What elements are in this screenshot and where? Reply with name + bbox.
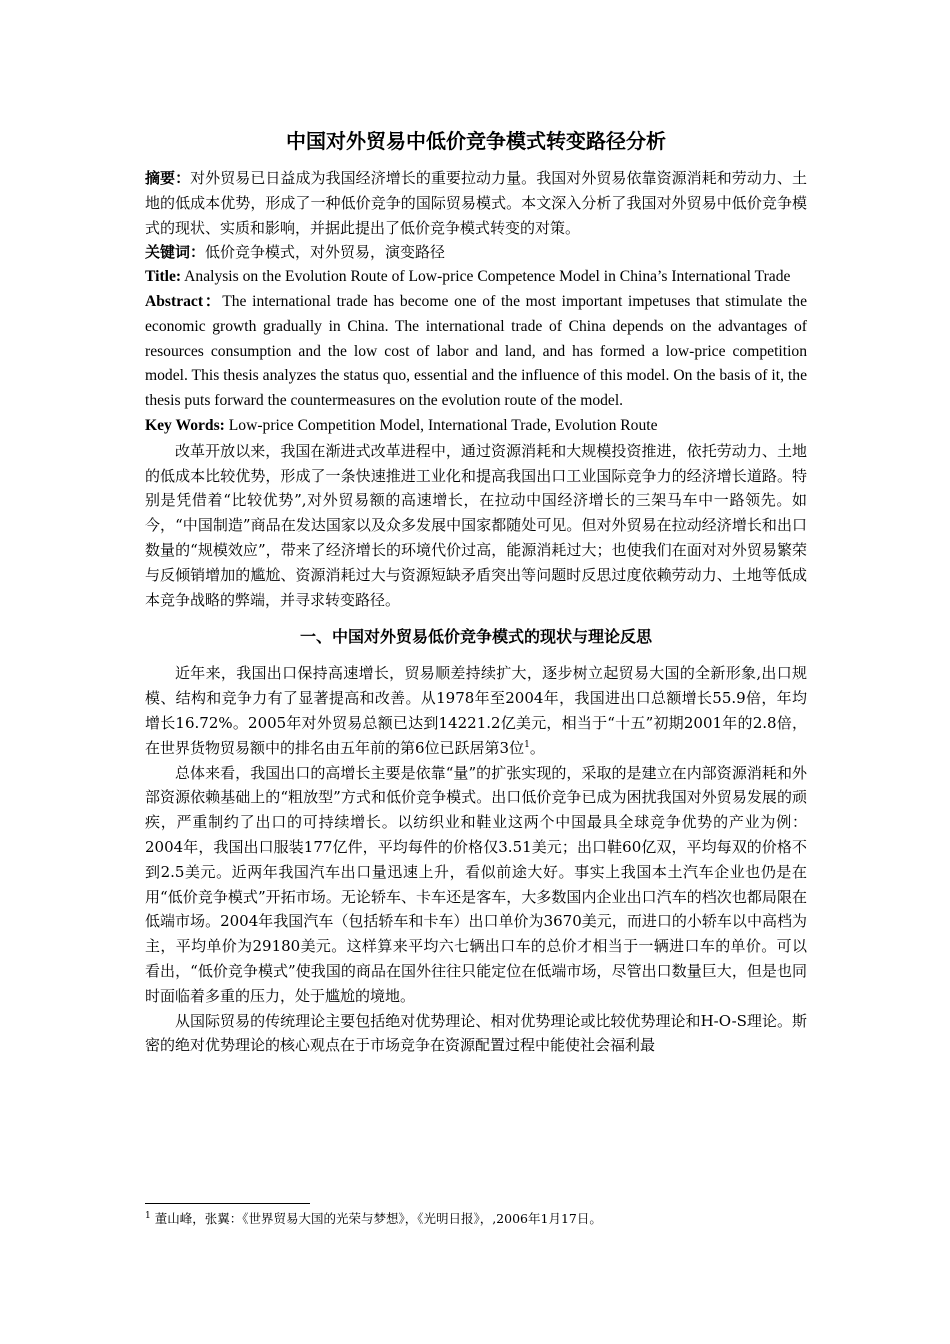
abstract-cn [145, 166, 807, 240]
intro-paragraph: 改革开放以来，我国在渐进式改革进程中，通过资源消耗和大规模投资推进，依托劳动力、土地的低成本比较优势，形成了一条快速推进工业化和提高我国出口工业国际竞争力的经济增长道路。特别是凭借着“比较优势”,对外贸易额的高速增长，在拉动中国经济增长的三架马车中一路领先。如今，“中国制造”商品在发达国家以及众多发展中国家都随处可见。但对外贸易在拉动经济增长和出口数量的“规模效应”，带来了经济增长的环境代价过高，能源消耗过大；也使我们在面对对外贸易繁荣与反倾销增加的尴尬、资源消耗过大与资源短缺矛盾突出等问题时反思过度依赖劳动力、土地等低成本竞争战略的弊端，并寻求转变路径。 [145, 441, 807, 609]
title-en [145, 265, 807, 290]
title-en-text: Analysis on the Evolution Route of Low-price Competence Model in China’s International Trade [181, 268, 791, 286]
keywords-cn-label: 关键词： [145, 243, 206, 262]
section-1-paragraph-1-end: 。 [529, 738, 545, 757]
abstract-en [145, 290, 807, 414]
title-en-label: Title: [145, 268, 182, 286]
section-1-paragraph-3: 从国际贸易的传统理论主要包括绝对优势理论、相对优势理论或比较优势理论和H-O-S理论。斯密的绝对优势理论的核心观点在于市场竞争在资源配置过程中能使社会福利最 [145, 1011, 807, 1055]
abstract-cn-label: 摘要： [145, 169, 191, 187]
abstract-en-text: The international trade has become one of the most important impetuses that stimulate the economic growth gradually in China. The international trade of China depends on the advantages of resources consumption and the low cost of labor and land, and has formed a low-price competition model. This thesis analyzes the status quo, essential and the influence of this model. On the basis of it, the thesis puts forward the countermeasures on the evolution route of the model. [145, 292, 807, 410]
keywords-cn [145, 240, 807, 265]
section-1-paragraph-1 [145, 661, 807, 760]
keywords-en-label: Key Words: [145, 416, 225, 434]
keywords-en [145, 414, 807, 439]
footnote-number: 1 [145, 1210, 151, 1221]
keywords-cn-text: 低价竞争模式，对外贸易，演变路径 [205, 243, 446, 262]
section-1-paragraph-2: 总体来看，我国出口的高增长主要是依靠“量”的扩张实现的，采取的是建立在内部资源消耗和外部资源依赖基础上的“粗放型”方式和低价竞争模式。出口低价竞争已成为困扰我国对外贸易发展的顽疾，严重制约了出口的可持续增长。以纺织业和鞋业这两个中国最具全球竞争优势的产业为例：2004年，我国出口服装177亿件，平均每件的价格仅3.51美元；出口鞋60亿双，平均每双的价格不到2.5美元。近两年我国汽车出口量迅速上升，看似前途大好。事实上我国本土汽车企业也仍是在用“低价竞争模式”开拓市场。无论轿车、卡车还是客车，大多数国内企业出口汽车的档次也都局限在低端市场。2004年我国汽车（包括轿车和卡车）出口单价为3670美元，而进口的小轿车以中高档为主，平均单价为29180美元。这样算来平均六七辆出口车的总价才相当于一辆进口车的单价。可以看出，“低价竞争模式”使我国的商品在国外往往只能定位在低端市场，尽管出口数量巨大，但是也同时面临着多重的压力，处于尴尬的境地。 [145, 763, 807, 1005]
footnote-text: 董山峰，张翼：《世界贸易大国的光荣与梦想》，《光明日报》，,2006年1月17日。 [150, 1211, 602, 1226]
section-1-paragraph-1-text: 近年来，我国出口保持高速增长，贸易顺差持续扩大，逐步树立起贸易大国的全新形象,出口规模、结构和竞争力有了显著提高和改善。从1978年至2004年，我国进出口总额增长55.9倍，年均增长16.72%。2005年对外贸易总额已达到14221.2亿美元，相当于“十五”初期2001年的2.8倍，在世界货物贸易额中的排名由五年前的第6位已跃居第3位 [145, 664, 807, 757]
abstract-cn-text: 对外贸易已日益成为我国经济增长的重要拉动力量。我国对外贸易依靠资源消耗和劳动力、土地的低成本优势，形成了一种低价竞争的国际贸易模式。本文深入分析了我国对外贸易中低价竞争模式的现状、实质和影响，并据此提出了低价竞争模式转变的对策。 [145, 169, 807, 237]
section-1-heading: 一、中国对外贸易低价竞争模式的现状与理论反思 [299, 627, 652, 647]
paper-title: 中国对外贸易中低价竞争模式转变路径分析 [286, 129, 666, 153]
footnote-reference[interactable]: 1 [524, 739, 530, 750]
footnote-separator [145, 1203, 310, 1204]
footnote [145, 1210, 807, 1228]
abstract-en-label: Abstract： [145, 292, 223, 310]
keywords-en-text: Low-price Competition Model, International Trade, Evolution Route [224, 416, 658, 434]
document-body [145, 128, 807, 1058]
